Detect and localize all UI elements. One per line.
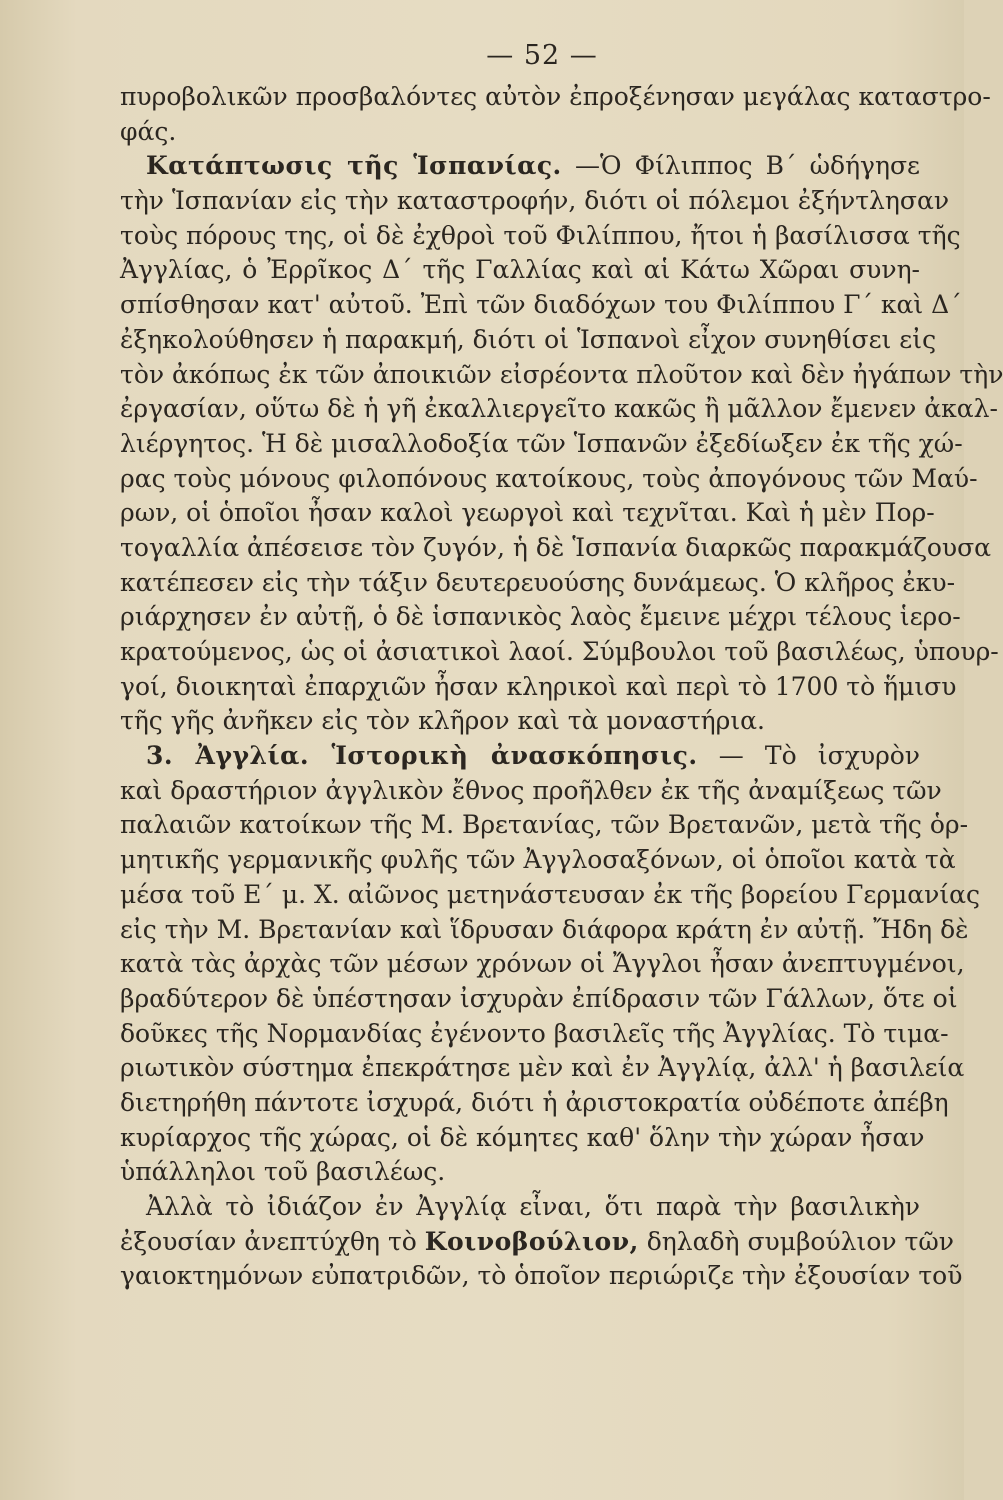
text-line: μέσα τοῦ Ε΄ μ. Χ. αἰῶνος μετηνάστευσαν ἐκ τῆς βορείου Γερμανίας [120,879,981,909]
text-line: φάς. [120,116,177,146]
text-line: ἐργασίαν, οὕτω δὲ ἡ γῆ ἐκαλλιεργεῖτο κακῶς ἢ μᾶλλον ἔμενεν ἀκαλ- [120,394,998,424]
text-line: πυροβολικῶν προσβαλόντες αὐτὸν ἐπροξένησαν μεγάλας καταστρο- [120,82,991,111]
text-fragment: —Ὁ Φίλιππος Β΄ ὡδήγησε [574,151,920,181]
text-line: Ἀγγλίας, ὁ Ἐρρῖκος Δ΄ τῆς Γαλλίας καὶ αἱ Κάτω Χῶραι συνη- [120,255,920,285]
text-line: δοῦκες τῆς Νορμανδίας ἐγένοντο βασιλεῖς τῆς Ἀγγλίας. Τὸ τιμα- [120,1018,949,1048]
text-line: κατέπεσεν εἰς τὴν τάξιν δευτερευούσης δυνάμεως. Ὁ κλῆρος ἐκυ- [120,567,956,597]
text-line: γοί, διοικηταὶ ἐπαρχιῶν ἦσαν κληρικοὶ καὶ περὶ τὸ 1700 τὸ ἥμισυ [120,671,957,701]
text-line: γαιοκτημόνων εὐπατριδῶν, τὸ ὁποῖον περιώριζε τὴν ἐξουσίαν τοῦ [120,1261,963,1291]
text-line: κατὰ τὰς ἀρχὰς τῶν μέσων χρόνων οἱ Ἄγγλοι ἦσαν ἀνεπτυγμένοι, [120,949,965,979]
text-line: κρατούμενος, ὡς οἱ ἀσιατικοὶ λαοί. Σύμβουλοι τοῦ βασιλέως, ὑπουρ- [120,637,999,666]
text-line: τὴν Ἱσπανίαν εἰς τὴν καταστροφήν, διότι οἱ πόλεμοι ἐξήντλησαν [120,186,950,216]
text-line: κυρίαρχος τῆς χώρας, οἱ δὲ κόμητες καθ' ὅλην τὴν χώραν ἦσαν [120,1122,925,1152]
text-line: διετηρήθη πάντοτε ἰσχυρά, διότι ἡ ἀριστοκρατία οὐδέποτε ἀπέβη [120,1087,949,1117]
text-fragment: — Τὸ ἰσχυρὸν [718,741,921,771]
text-line: τῆς γῆς ἀνῆκεν εἰς τὸν κλῆρον καὶ τὰ μοναστήρια. [120,706,765,736]
text-line: εἰς τὴν Μ. Βρετανίαν καὶ ἵδρυσαν διάφορα κράτη ἐν αὐτῇ. Ἤδη δὲ [120,914,969,944]
text-line: καὶ δραστήριον ἀγγλικὸν ἔθνος προῆλθεν ἐκ τῆς ἀναμίξεως τῶν [120,775,942,805]
text-line: τοὺς πόρους της, οἱ δὲ ἐχθροὶ τοῦ Φιλίππου, ἤτοι ἡ βασίλισσα τῆς [120,220,961,250]
page-number: — 52 — [486,40,598,71]
text-line: ὑπάλληλοι τοῦ βασιλέως. [120,1157,446,1187]
text-line: Ἀλλὰ τὸ ἰδιάζον ἐν Ἀγγλίᾳ εἶναι, ὅτι παρὰ τὴν βασιλικὴν [146,1192,920,1221]
text-line: ἐξηκολούθησεν ἡ παρακμή, διότι οἱ Ἱσπανοὶ εἶχον συνηθίσει εἰς [120,324,937,354]
text-line: ριωτικὸν σύστημα ἐπεκράτησε μὲν καὶ ἐν Ἀγγλίᾳ, ἀλλ' ἡ βασιλεία [120,1053,965,1083]
text-fragment: ἐξουσίαν ἀνεπτύχθη τὸ [120,1226,417,1256]
section-heading: 3. Ἀγγλία. Ἱστορικὴ ἀνασκόπησις. [146,741,698,771]
section-heading: Κατάπτωσις τῆς Ἱσπανίας. [146,151,562,181]
text-line: τογαλλία ἀπέσεισε τὸν ζυγόν, ἡ δὲ Ἱσπανία διαρκῶς παρακμάζουσα [120,532,992,562]
text-line: σπίσθησαν κατ' αὐτοῦ. Ἐπὶ τῶν διαδόχων του Φιλίππου Γ΄ καὶ Δ΄ [120,290,962,320]
text-line: τὸν ἀκόπως ἐκ τῶν ἀποικιῶν εἰσρέοντα πλοῦτον καὶ δὲν ἠγάπων τὴν [120,359,1003,389]
section-heading-line [120,149,920,184]
text-line [120,1225,954,1260]
text-line: ρων, οἱ ὁποῖοι ἦσαν καλοὶ γεωργοὶ καὶ τεχνῖται. Καὶ ἡ μὲν Πορ- [120,498,935,528]
emphasized-term: Κοινοβούλιον, [424,1226,639,1256]
body-text [120,80,1003,1294]
section-heading-line [120,739,920,774]
text-line: ριάρχησεν ἐν αὐτῇ, ὁ δὲ ἱσπανικὸς λαὸς ἔμεινε μέχρι τέλους ἱερο- [120,602,961,632]
text-fragment: δηλαδὴ συμβούλιον τῶν [646,1226,954,1256]
text-line: μητικῆς γερμανικῆς φυλῆς τῶν Ἀγγλοσαξόνων, οἱ ὁποῖοι κατὰ τὰ [120,845,956,875]
text-line: λιέργητος. Ἡ δὲ μισαλλοδοξία τῶν Ἱσπανῶν ἐξεδίωξεν ἐκ τῆς χώ- [120,428,963,458]
text-line: ρας τοὺς μόνους φιλοπόνους κατοίκους, τοὺς ἀπογόνους τῶν Μαύ- [120,463,978,493]
text-line: παλαιῶν κατοίκων τῆς Μ. Βρετανίας, τῶν Βρετανῶν, μετὰ τῆς ὁρ- [120,810,969,840]
text-line: βραδύτερον δὲ ὑπέστησαν ἰσχυρὰν ἐπίδρασιν τῶν Γάλλων, ὅτε οἱ [120,983,958,1013]
